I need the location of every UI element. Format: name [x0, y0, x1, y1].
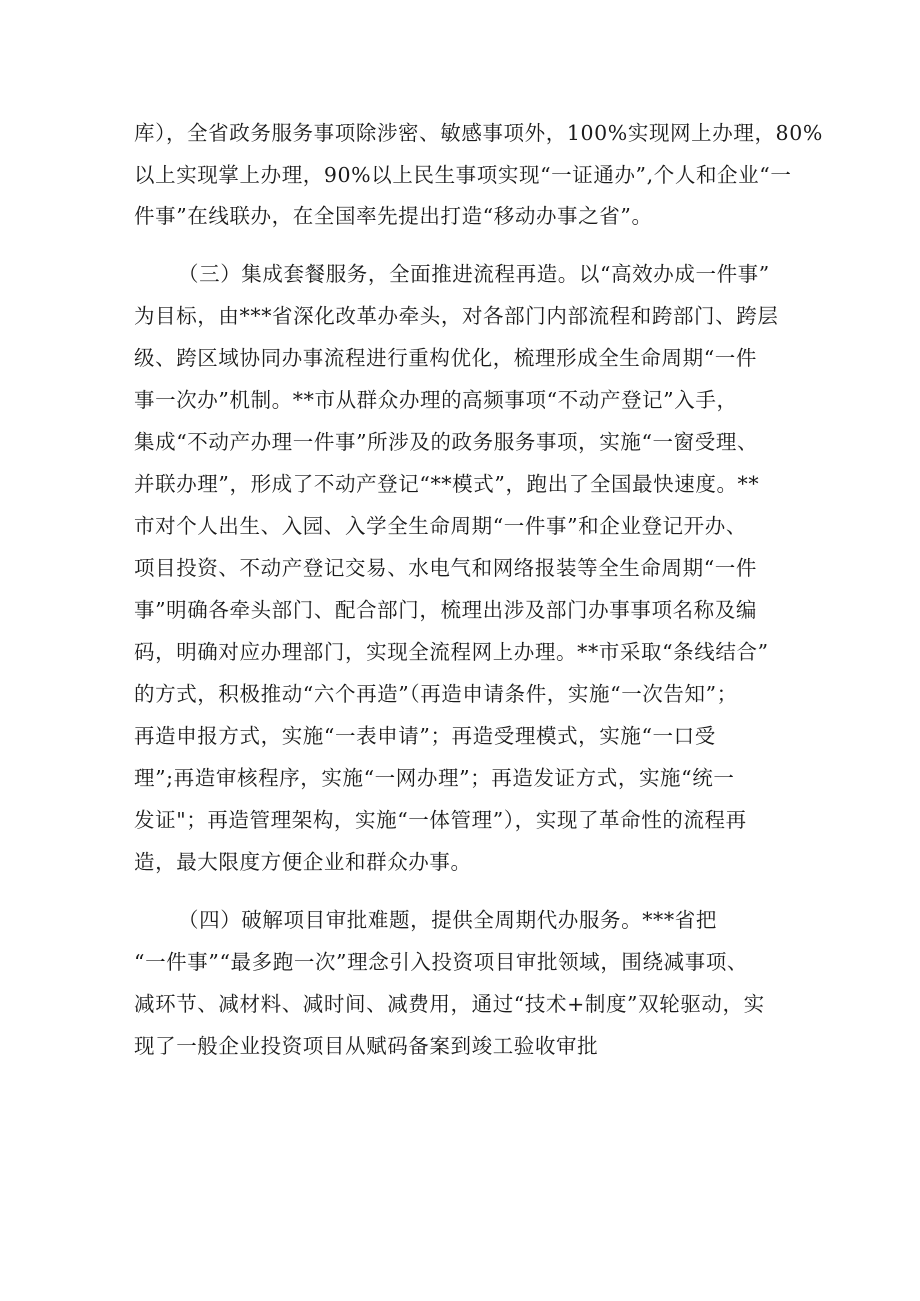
text-line-8: 集成“不动产办理一件事”所涉及的政务服务事项，实施“一窗受理、	[134, 430, 759, 454]
text-line-18: 造，最大限度方便企业和群众办事。	[134, 850, 472, 874]
paragraph-heading-3: （三）集成套餐服务，全面推进流程再造。以“高效办成一件事”	[178, 262, 770, 286]
text-line-17: 发证"；再造管理架构，实施“一体管理”），实现了革命性的流程再	[134, 808, 747, 832]
text-line-10: 市对个人出生、入园、入学全生命周期“一件事”和企业登记开办、	[134, 514, 747, 538]
text-line-20: “一件事”“最多跑一次”理念引入投资项目审批领域，围绕减事项、	[134, 950, 749, 974]
text-line-16: 理”;再造审核程序，实施“一网办理”；再造发证方式，实施“统一	[134, 766, 735, 790]
text-line-11: 项目投资、不动产登记交易、水电气和网络报装等全生命周期“一件	[134, 556, 757, 580]
paragraph-heading-4: （四）破解项目审批难题，提供全周期代办服务。***省把	[178, 908, 717, 932]
text-line-9: 并联办理”，形成了不动产登记“**模式”，跑出了全国最快速度。**	[134, 472, 760, 496]
text-line-3: 件事”在线联办，在全国率先提出打造“移动办事之省”。	[134, 204, 653, 228]
text-line-1: 库），全省政务服务事项除涉密、敏感事项外，100%实现网上办理，80%	[134, 121, 823, 145]
text-line-22: 现了一般企业投资项目从赋码备案到竣工验收审批	[134, 1034, 599, 1058]
text-line-6: 级、跨区域协同办事流程进行重构优化，梳理形成全生命周期“一件	[134, 346, 757, 370]
text-line-21: 减环节、减材料、减时间、减费用，通过“技术+制度”双轮驱动，实	[134, 992, 765, 1016]
text-line-2: 以上实现掌上办理，90%以上民生事项实现“一证通办”,个人和企业“一	[134, 163, 792, 187]
text-line-15: 再造申报方式，实施“一表申请”；再造受理模式，实施“一口受	[134, 724, 716, 748]
text-line-12: 事”明确各牵头部门、配合部门，梳理出涉及部门办事事项名称及编	[134, 598, 757, 622]
text-line-7: 事一次办”机制。**市从群众办理的高频事项“不动产登记”入手，	[134, 388, 738, 412]
text-line-13: 码，明确对应办理部门，实现全流程网上办理。**市采取“条线结合”	[134, 640, 769, 664]
text-line-5: 为目标，由***省深化改革办牵头，对各部门内部流程和跨部门、跨层	[134, 304, 779, 328]
text-line-14: 的方式，积极推动“六个再造”（再造申请条件，实施“一次告知”；	[134, 682, 738, 706]
